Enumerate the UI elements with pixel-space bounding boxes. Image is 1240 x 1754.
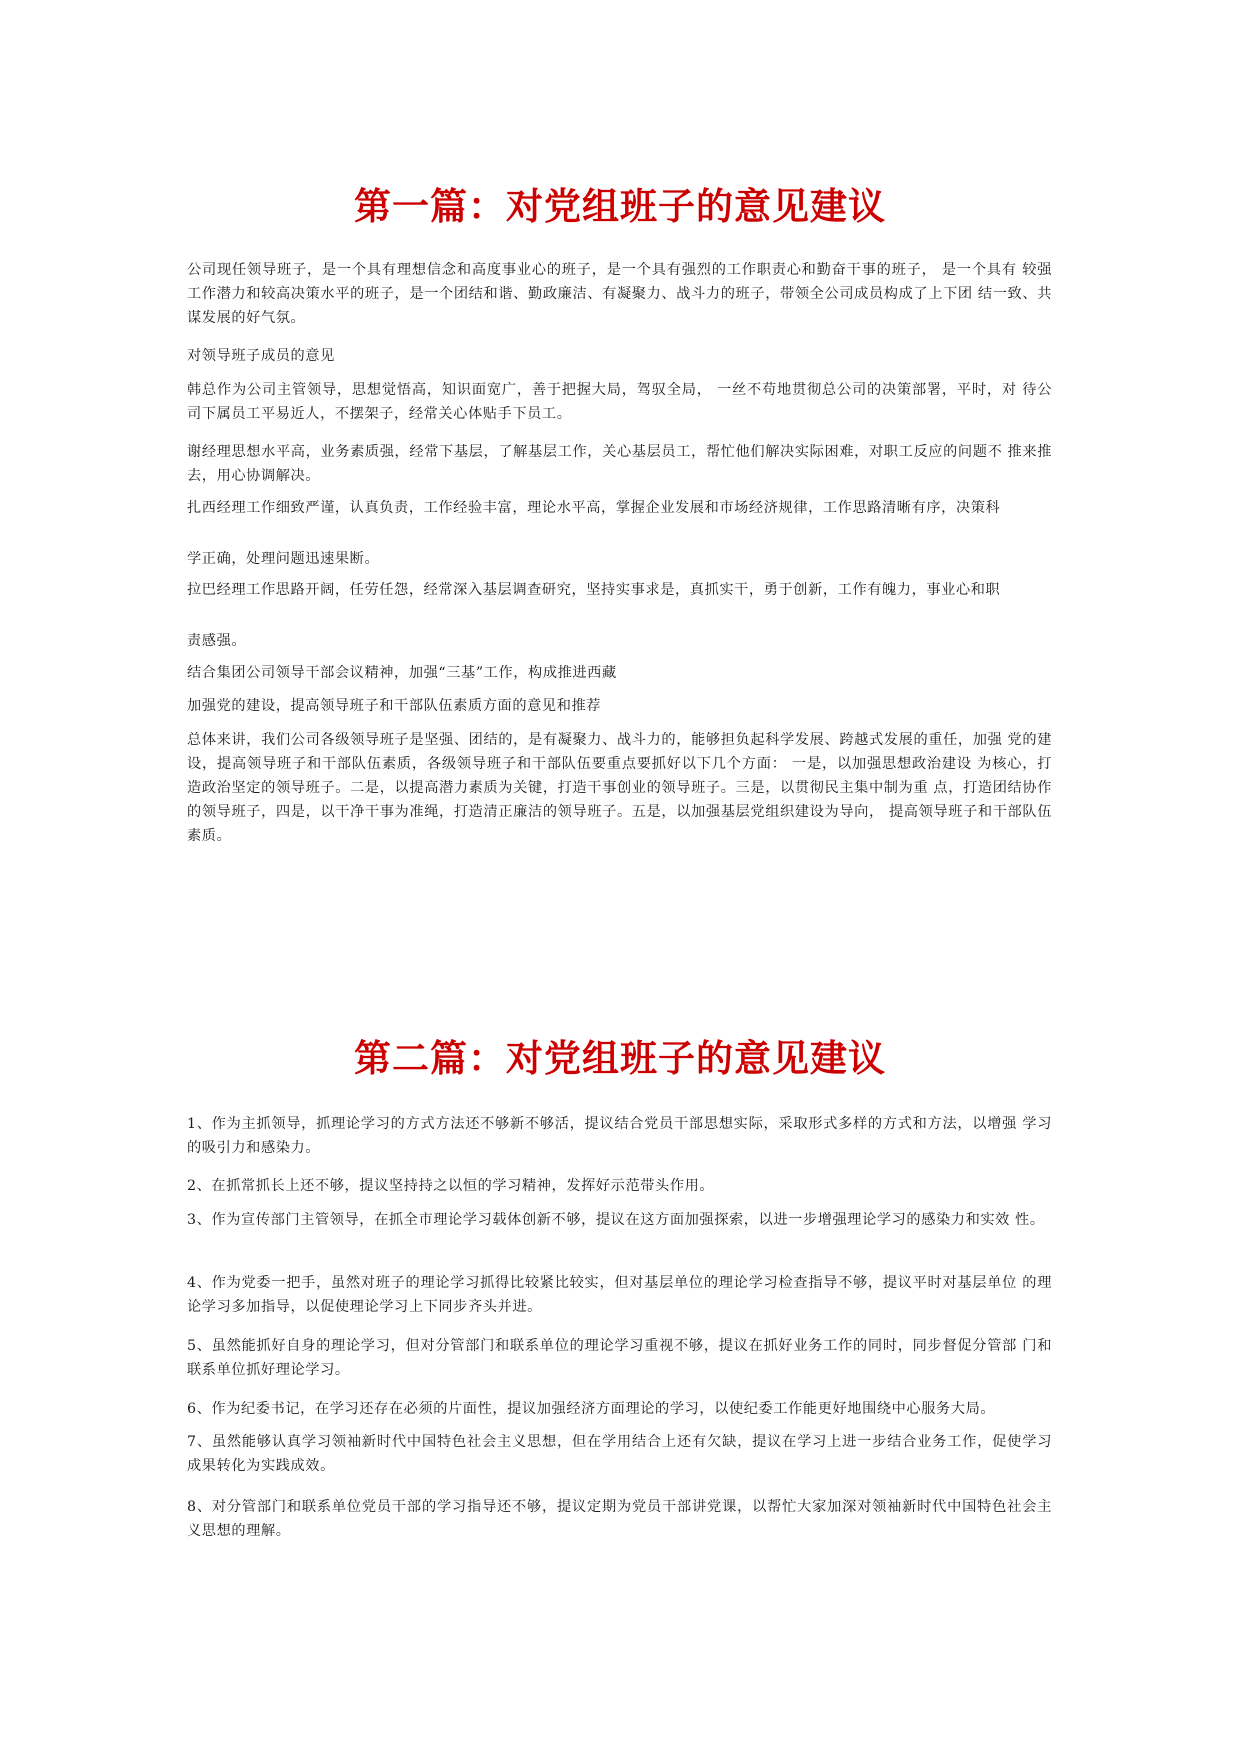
section-2-title: 第二篇：对党组班子的意见建议 [354,1036,886,1080]
section-1-paragraph-6-line-2: 责感强。 [187,633,247,649]
section-2-item-6: 6、作为纪委书记，在学习还存在必须的片面性，提议加强经济方面理论的学习，以使纪委工作能更好地围绕中心服务大局。 [187,1401,996,1417]
section-1-paragraph-3: 韩总作为公司主管领导，思想觉悟高，知识面宽广，善于把握大局，驾驭全局， 一丝不苟地贯彻总公司的决策部署，平时，对 待公司下属员工平易近人，不摆架子，经常关心体贴手下员工。 [187,382,1052,422]
section-2-item-1: 1、作为主抓领导，抓理论学习的方式方法还不够新不够活，提议结合党员干部思想实际，采取形式多样的方式和方法，以增强 学习的吸引力和感染力。 [187,1116,1052,1156]
section-1-paragraph-1: 公司现任领导班子，是一个具有理想信念和高度事业心的班子，是一个具有强烈的工作职责心和勤奋干事的班子， 是一个具有 较强工作潜力和较高决策水平的班子，是一个团结和谐、勤政廉洁、有凝聚力、战斗力的班子，带领全公司成员构成了上下团 结一致、共谋发展的好气氛。 [187,262,1052,326]
section-1-paragraph-5-line-1: 扎西经理工作细致严谨，认真负责，工作经验丰富，理论水平高，掌握企业发展和市场经济规律，工作思路清晰有序，决策科 [187,500,1001,516]
section-1-paragraph-9: 总体来讲，我们公司各级领导班子是坚强、团结的，是有凝聚力、战斗力的，能够担负起科学发展、跨越式发展的重任，加强 党的建设，提高领导班子和干部队伍素质，各级领导班子和干部队伍要重点要抓好以下几个方面： 一是，以加强思想政治建设 为核心，打造政治坚定的领导班子。二是，以提高潜力素质为关键，打造干事创业的领导班子。三是，以贯彻民主集中制为重 点，打造团结协作的领导班子，四是，以干净干事为准绳，打造清正廉洁的领导班子。五是，以加强基层党组织建设为导向， 提高领导班子和干部队伍素质。 [187,732,1052,844]
section-1-paragraph-8: 加强党的建设，提高领导班子和干部队伍素质方面的意见和推荐 [187,698,602,714]
section-2-item-4: 4、作为党委一把手，虽然对班子的理论学习抓得比较紧比较实，但对基层单位的理论学习检查指导不够，提议平时对基层单位 的理论学习多加指导，以促使理论学习上下同步齐头并进。 [187,1275,1052,1315]
section-1-title: 第一篇：对党组班子的意见建议 [354,184,886,228]
section-1-paragraph-4: 谢经理思想水平高，业务素质强，经常下基层，了解基层工作，关心基层员工，帮忙他们解决实际困难，对职工反应的问题不 推来推去，用心协调解决。 [187,444,1052,484]
section-1-paragraph-6-line-1: 拉巴经理工作思路开阔，任劳任怨，经常深入基层调查研究，坚持实事求是，真抓实干，勇于创新，工作有魄力，事业心和职 [187,582,1001,598]
section-2-item-8: 8、对分管部门和联系单位党员干部的学习指导还不够，提议定期为党员干部讲党课，以帮忙大家加深对领袖新时代中国特色社会主义思想的理解。 [187,1499,1052,1539]
section-1-paragraph-5-line-2: 学正确，处理问题迅速果断。 [187,551,380,567]
section-2-item-3: 3、作为宣传部门主管领导，在抓全市理论学习载体创新不够，提议在这方面加强探索，以进一步增强理论学习的感染力和实效 性。 [187,1212,1045,1228]
section-2-item-7: 7、虽然能够认真学习领袖新时代中国特色社会主义思想，但在学用结合上还有欠缺，提议在学习上进一步结合业务工作，促使学习成果转化为实践成效。 [187,1434,1052,1474]
section-2-item-2: 2、在抓常抓长上还不够，提议坚持持之以恒的学习精神，发挥好示范带头作用。 [187,1178,715,1194]
section-1-paragraph-7: 结合集团公司领导干部会议精神，加强“三基”工作，构成推进西藏 [187,665,617,681]
section-2-item-5: 5、虽然能抓好自身的理论学习，但对分管部门和联系单位的理论学习重视不够，提议在抓好业务工作的同时，同步督促分管部 门和联系单位抓好理论学习。 [187,1338,1052,1378]
section-1-paragraph-2: 对领导班子成员的意见 [187,348,335,364]
